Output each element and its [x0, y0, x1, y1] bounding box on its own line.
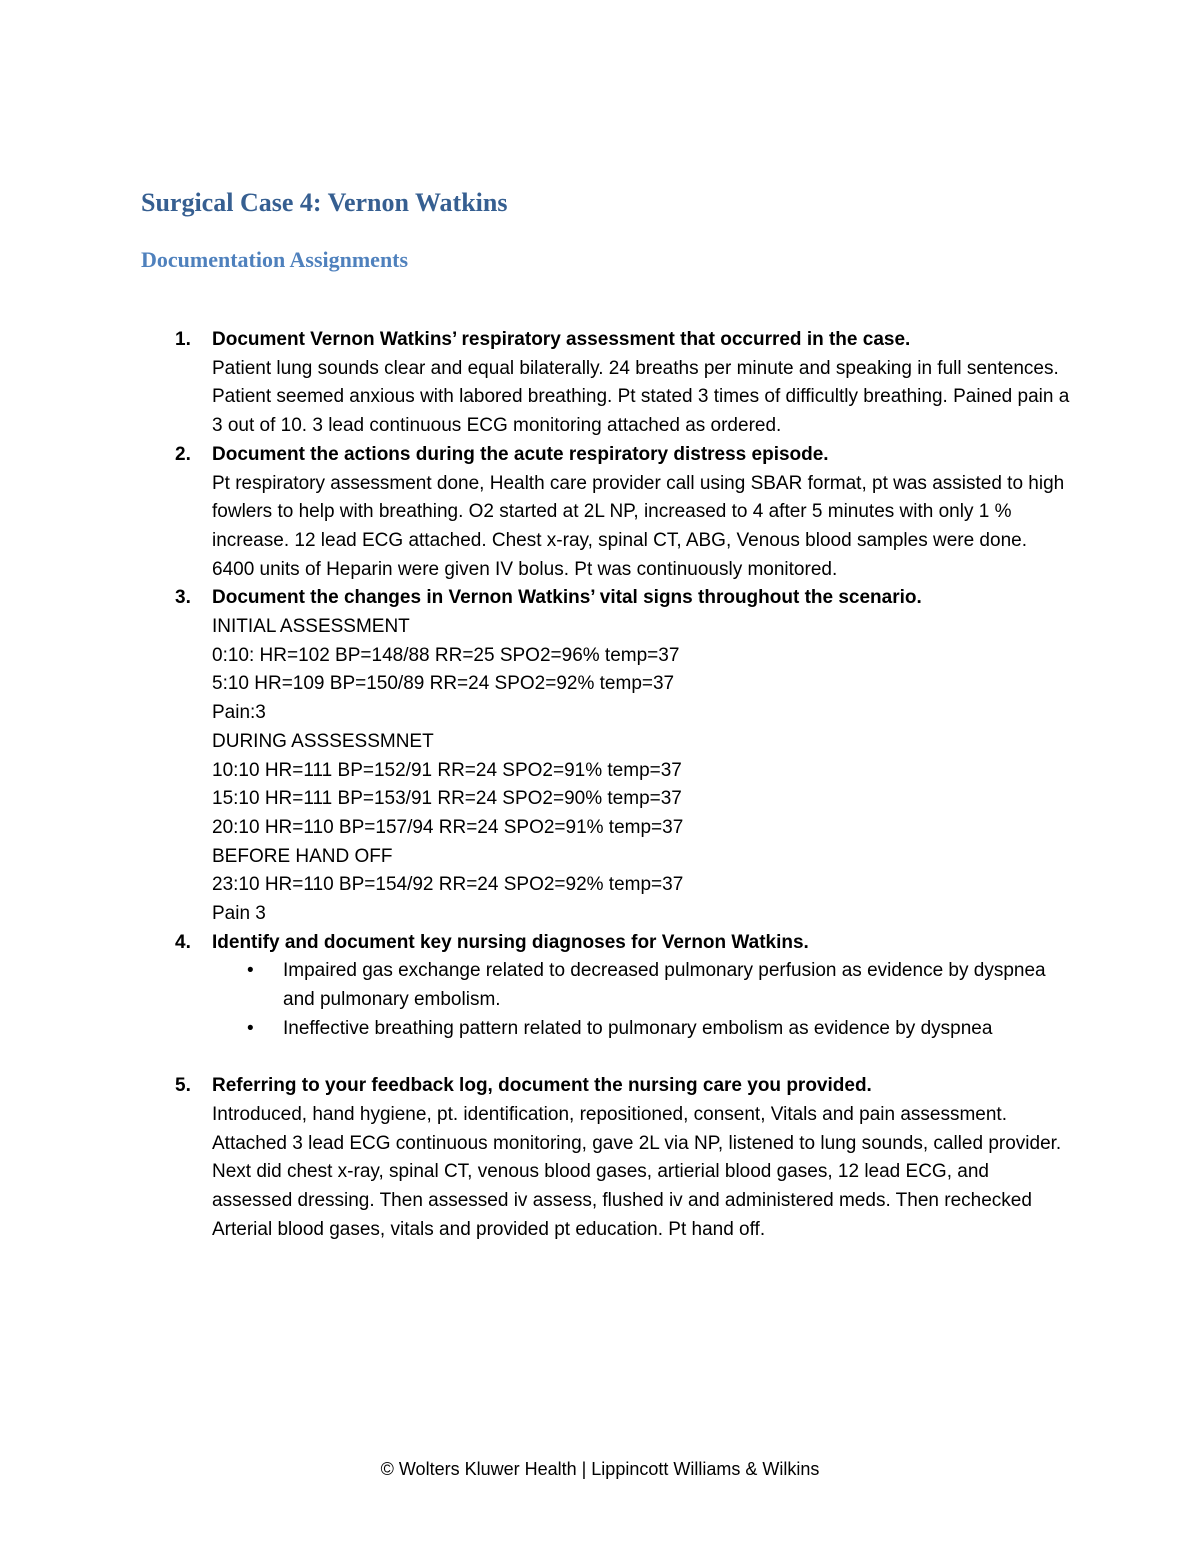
vitals-reading: 20:10 HR=110 BP=157/94 RR=24 SPO2=91% temp=37	[212, 816, 684, 838]
pain-score: Pain:3	[212, 702, 266, 724]
item-answer: Patient lung sounds clear and equal bilaterally. 24 breaths per minute and speaking in full sentences. Patient seemed anxious with labored breathing. Pt stated 3 times of difficultly breathing. Pained pain a 3 out of 10. 3 lead continuous ECG monitoring attached as ordered.	[212, 357, 1070, 437]
section-heading: Documentation Assignments	[141, 247, 409, 272]
diagnosis-item	[212, 1015, 1072, 1044]
item-number: 5.	[175, 1075, 191, 1097]
page-title: Surgical Case 4: Vernon Watkins	[141, 188, 508, 217]
diagnosis-text: Ineffective breathing pattern related to pulmonary embolism as evidence by dyspnea	[283, 1017, 993, 1039]
item-answer: Introduced, hand hygiene, pt. identification, repositioned, consent, Vitals and pain assessment. Attached 3 lead ECG continuous monitoring, gave 2L via NP, listened to lung sounds, called provider. Next did chest x-ray, spinal CT, venous blood gases, artierial blood gases, 12 lead ECG, and assessed dressing. Then assessed iv assess, flushed iv and administered meds. Then rechecked Arterial blood gases, vitals and provided pt education. Pt hand off.	[212, 1103, 1062, 1240]
vitals-reading: 15:10 HR=111 BP=153/91 RR=24 SPO2=90% temp=37	[212, 788, 682, 810]
vitals-reading: 0:10: HR=102 BP=148/88 RR=25 SPO2=96% temp=37	[212, 644, 680, 666]
assignment-item-2	[175, 441, 1072, 585]
item-number: 1.	[175, 329, 191, 350]
item-number: 4.	[175, 931, 191, 953]
item-heading: Referring to your feedback log, document the nursing care you provided.	[212, 1075, 872, 1097]
diagnosis-item	[212, 957, 1072, 1014]
vitals-section-label: BEFORE HAND OFF	[212, 845, 393, 867]
item-heading: Document Vernon Watkins’ respiratory assessment that occurred in the case.	[212, 329, 911, 350]
assignment-list	[175, 326, 1072, 1244]
item-heading: Identify and document key nursing diagnoses for Vernon Watkins.	[212, 931, 809, 953]
vitals-reading: 5:10 HR=109 BP=150/89 RR=24 SPO2=92% temp=37	[212, 673, 675, 695]
vitals-section-label: INITIAL ASSESSMENT	[212, 616, 410, 638]
item-answer: Pt respiratory assessment done, Health care provider call using SBAR format, pt was assisted to high fowlers to help with breathing. O2 started at 2L NP, increased to 4 after 5 minutes with only 1 % increase. 12 lead ECG attached. Chest x-ray, spinal CT, ABG, Venous blood samples were done. 6400 units of Heparin were given IV bolus. Pt was continuously monitored.	[212, 472, 1065, 580]
assignment-item-1	[175, 326, 1072, 441]
item-heading: Document the changes in Vernon Watkins’ vital signs throughout the scenario.	[212, 587, 922, 609]
bullet-icon: •	[247, 960, 254, 982]
diagnosis-list	[212, 957, 1072, 1043]
bullet-icon: •	[247, 1017, 254, 1039]
item-heading: Document the actions during the acute respiratory distress episode.	[212, 443, 829, 465]
pain-score: Pain 3	[212, 903, 266, 925]
item-number: 2.	[175, 443, 191, 465]
vitals-section-label: DURING ASSSESSMNET	[212, 730, 434, 752]
vitals-reading: 23:10 HR=110 BP=154/92 RR=24 SPO2=92% temp=37	[212, 874, 684, 896]
vitals-reading: 10:10 HR=111 BP=152/91 RR=24 SPO2=91% temp=37	[212, 759, 682, 781]
copyright-footer: © Wolters Kluwer Health | Lippincott Williams & Wilkins	[380, 1459, 820, 1479]
assignment-item-5	[175, 1072, 1072, 1244]
assignment-item-3	[175, 584, 1072, 928]
assignment-item-4	[175, 929, 1072, 1044]
item-number: 3.	[175, 587, 191, 609]
diagnosis-text: Impaired gas exchange related to decreased pulmonary perfusion as evidence by dyspnea and pulmonary embolism.	[283, 960, 1046, 1011]
